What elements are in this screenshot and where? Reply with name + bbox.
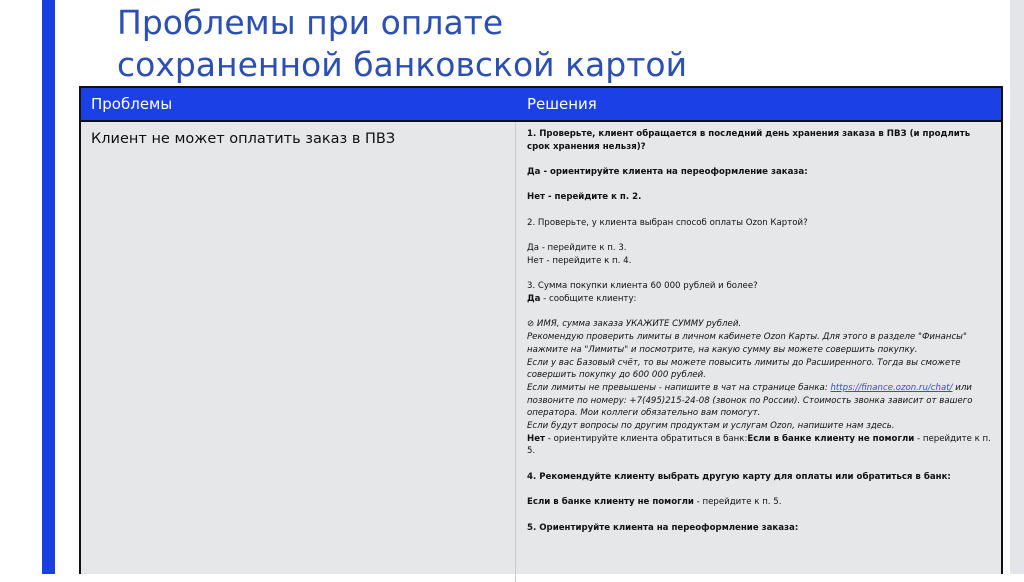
solutions-table (79, 86, 1003, 574)
header-solutions: Решения (527, 95, 597, 113)
script-line-9: Если будут вопросы по другим продуктам и услугам Ozon, напишите нам здесь. (527, 421, 895, 432)
left-accent-bar (42, 0, 55, 574)
step-3-no-label: Нет (527, 433, 546, 444)
title-line-1: Проблемы при оплате (117, 3, 504, 42)
script-line-8: оператора. Мои коллеги обязательно вам помогут. (527, 408, 761, 419)
script-line-2: Рекомендую проверить лимиты в личном кабинете Ozon Карты. Для этого в разделе "Финансы" (527, 332, 967, 343)
title-line-2: сохраненной банковской картой (117, 45, 688, 84)
step-3-no-end: - перейдите к п. 5. (527, 433, 991, 457)
step-1-yes: Да - ориентируйте клиента на переоформление заказа: (527, 167, 808, 178)
step-3-yes-label: Да (527, 294, 541, 305)
header-problems: Проблемы (91, 95, 173, 113)
page-title (117, 2, 997, 86)
step-3-question: 3. Сумма покупки клиента 60 000 рублей и более? (527, 281, 758, 292)
step-5-question: 5. Ориентируйте клиента на переоформление заказа: (527, 522, 799, 533)
script-line-1: ИМЯ, сумма заказа УКАЖИТЕ СУММУ рублей. (534, 319, 742, 330)
forbidden-icon: ⊘ (527, 319, 535, 330)
step-1-question: 1. Проверьте, клиент обращается в последний день хранения заказа в ПВЗ (и продлить срок хранения нельзя)? (527, 129, 971, 152)
right-edge-bar (1010, 0, 1024, 574)
step-4-bold: Если в банке клиенту не помогли (527, 497, 694, 508)
script-line-6: Если лимиты не превышены - напишите в чат на странице банка: (527, 382, 831, 393)
step-2-no: Нет - перейдите к п. 4. (527, 255, 632, 266)
script-line-6-end: или (952, 382, 972, 393)
solution-cell (527, 128, 993, 534)
script-line-5: совершить покупку до 600 000 рублей. (527, 370, 706, 381)
script-line-4: Если у вас Базовый счёт, то вы можете повысить лимиты до Расширенного. Тогда вы сможете (527, 357, 961, 368)
script-line-3: нажмите на "Лимиты" и посмотрите, на какую сумму вы можете совершить покупку. (527, 344, 918, 355)
step-3-no-bold: Если в банке клиенту не помогли (747, 433, 915, 444)
column-divider (515, 122, 516, 582)
step-3-yes-text: - сообщите клиенту: (540, 294, 637, 305)
step-1-no: Нет - перейдите к п. 2. (527, 192, 642, 203)
script-line-7: позвоните по номеру: +7(495)215-24-08 (звонок по России). Стоимость звонка зависит от вашего (527, 395, 973, 406)
step-2-question: 2. Проверьте, у клиента выбран способ оплаты Ozon Картой? (527, 217, 808, 228)
step-4-question: 4. Рекомендуйте клиенту выбрать другую карту для оплаты или обратиться в банк: (527, 471, 951, 482)
table-header (81, 88, 1001, 122)
step-2-yes: Да - перейдите к п. 3. (527, 243, 627, 254)
step-3-no-text: - ориентируйте клиента обратиться в банк: (545, 433, 748, 444)
step-4-end: - перейдите к п. 5. (693, 497, 782, 508)
problem-cell: Клиент не может оплатить заказ в ПВЗ (91, 131, 396, 147)
bank-chat-link[interactable]: https://finance.ozon.ru/chat/ (830, 382, 953, 393)
